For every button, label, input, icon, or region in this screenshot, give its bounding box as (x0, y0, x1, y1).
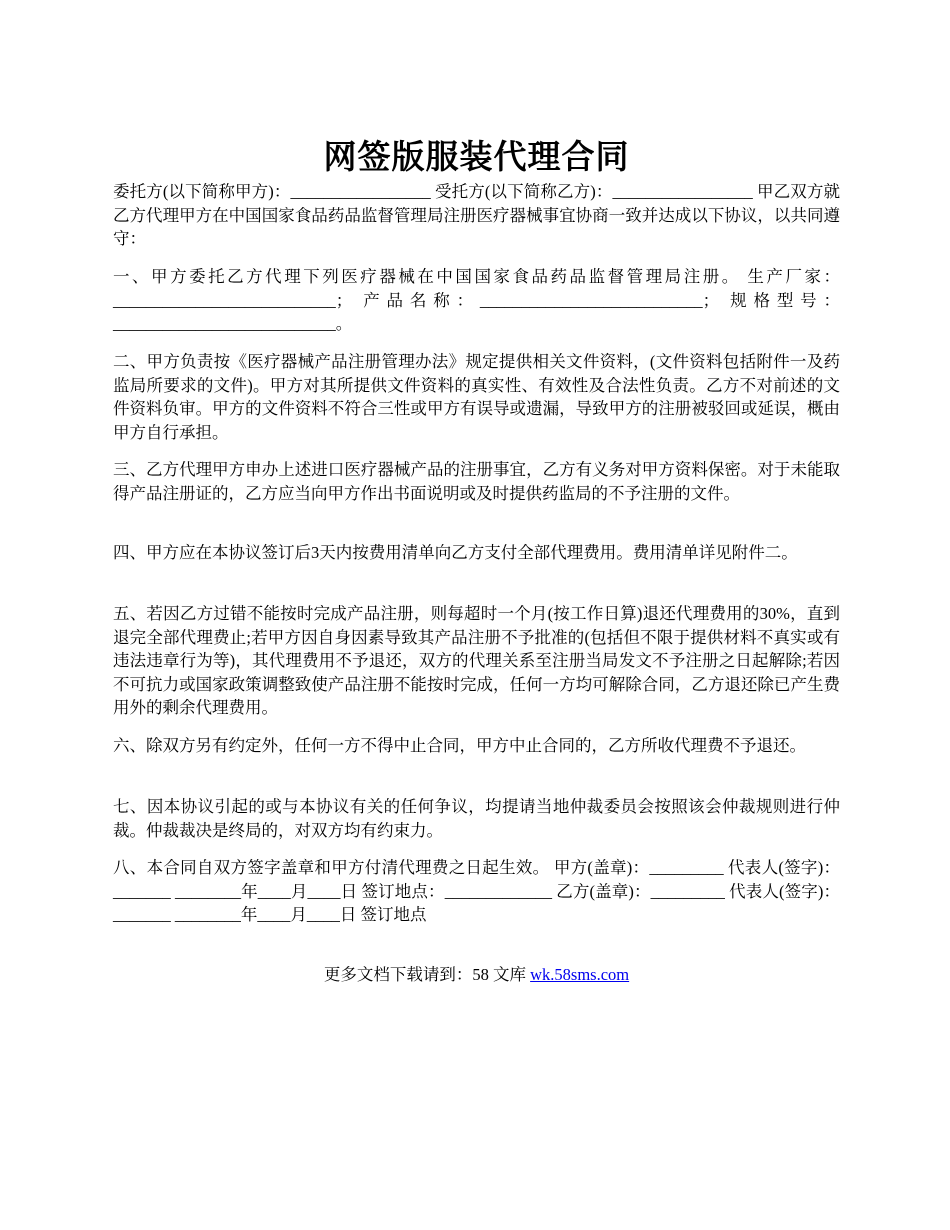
clause-1: 一、甲方委托乙方代理下列医疗器械在中国国家食品药品监督管理局注册。 生产厂家：___________________________； 产品名称：___________________________； 规格型号：___________________________。 (113, 267, 840, 334)
parties-paragraph: 委托方(以下简称甲方)：_________________ 受托方(以下简称乙方)：_________________ 甲乙双方就乙方代理甲方在中国国家食品药品监督管理局注册医疗器械事宜协商一致并达成以下协议，以共同遵守： (113, 182, 840, 249)
clause-7: 七、因本协议引起的或与本协议有关的任何争议，均提请当地仲裁委员会按照该会仲裁规则进行仲裁。仲裁裁决是终局的，对双方均有约束力。 (113, 797, 840, 840)
clause-6: 六、除双方另有约定外，任何一方不得中止合同，甲方中止合同的，乙方所收代理费不予退还。 (113, 736, 806, 755)
clause-8-signatures: 八、本合同自双方签字盖章和甲方付清代理费之日起生效。 甲方(盖章)：_________ 代表人(签字)：_______ ________年____月____日 签订地点：_____________ 乙方(盖章)：_________ 代表人(签字)：_______ ________年____月____日 签订地点 (113, 858, 840, 925)
clause-2: 二、甲方负责按《医疗器械产品注册管理办法》规定提供相关文件资料，(文件资料包括附件一及药监局所要求的文件)。甲方对其所提供文件资料的真实性、有效性及合法性负责。乙方不对前述的文件资料负审。甲方的文件资料不符合三性或甲方有误导或遗漏，导致甲方的注册被驳回或延误，概由甲方自行承担。 (113, 352, 840, 442)
document-title: 网签版服装代理合同 (323, 140, 630, 177)
clause-3: 三、乙方代理甲方申办上述进口医疗器械产品的注册事宜，乙方有义务对甲方资料保密。对于未能取得产品注册证的，乙方应当向甲方作出书面说明或及时提供药监局的不予注册的文件。 (113, 460, 840, 503)
footer-link[interactable]: wk.58sms.com (530, 965, 630, 984)
clause-4: 四、甲方应在本协议签订后3天内按费用清单向乙方支付全部代理费用。费用清单详见附件二。 (113, 543, 798, 562)
clause-5: 五、若因乙方过错不能按时完成产品注册，则每超时一个月(按工作日算)退还代理费用的30%，直到退完全部代理费止;若甲方因自身因素导致其产品注册不予批准的(包括但不限于提供材料不真实或有违法违章行为等)，其代理费用不予退还，双方的代理关系至注册当局发文不予注册之日起解除;若因不可抗力或国家政策调整致使产品注册不能按时完成，任何一方均可解除合同，乙方退还除已产生费用外的剩余代理费用。 (113, 604, 840, 718)
footer (113, 963, 840, 987)
footer-text: 更多文档下载请到：58 文库 (323, 965, 531, 984)
